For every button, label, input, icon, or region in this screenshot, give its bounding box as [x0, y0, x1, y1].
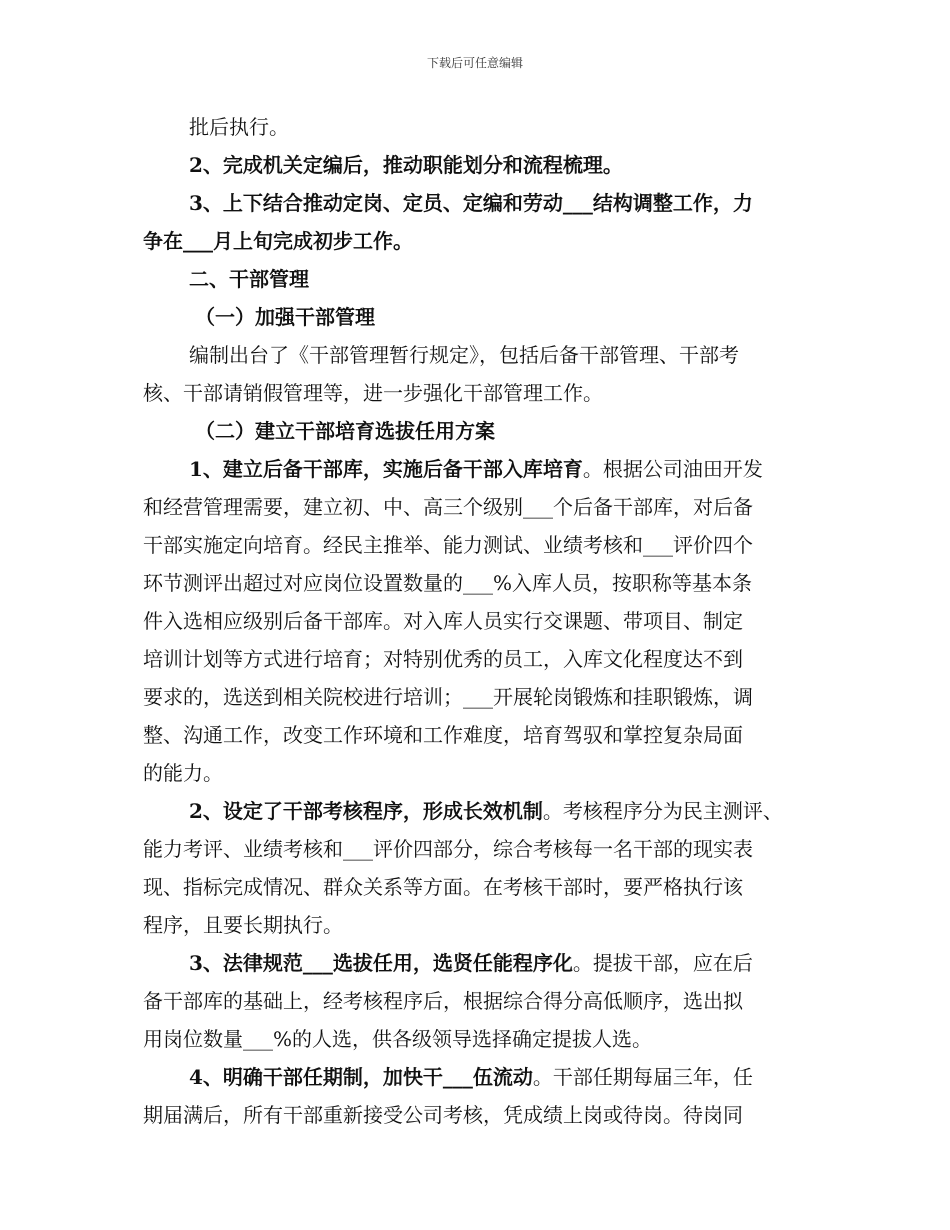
text-line: [143, 792, 823, 830]
body-text: 批后执行。: [189, 115, 289, 139]
text-line: [143, 944, 823, 982]
text-line: [143, 716, 823, 754]
bold-text: 3、上下结合推动定岗、定员、定编和劳动___结构调整工作，力: [189, 191, 753, 215]
bold-text: 4、明确干部任期制，加快干___伍流动: [189, 1065, 533, 1089]
bold-text: 3、法律规范___选拔任用，选贤任能程序化: [189, 951, 573, 975]
body-text: 和经营管理需要，建立初、中、高三个级别___个后备干部库，对后备: [143, 495, 753, 519]
text-line: [143, 906, 823, 944]
text-line: [143, 602, 823, 640]
text-line: [143, 184, 823, 222]
text-line: [143, 754, 823, 792]
body-text: 期届满后，所有干部重新接受公司考核，凭成绩上岗或待岗。待岗同: [143, 1103, 743, 1127]
body-text: 环节测评出超过对应岗位设置数量的___%入库人员，按职称等基本条: [143, 571, 753, 595]
body-text: 。提拔干部，应在后: [572, 951, 753, 975]
text-line: [143, 374, 823, 412]
bold-text: 2、完成机关定编后，推动职能划分和流程梳理。: [189, 153, 623, 177]
text-line: [143, 488, 823, 526]
body-text: 备干部库的基础上，经考核程序后，根据综合得分高低顺序，选出拟: [143, 989, 743, 1013]
text-line: [143, 640, 823, 678]
body-text: 培训计划等方式进行培育；对特别优秀的员工，入库文化程度达不到: [143, 647, 743, 671]
body-text: 整、沟通工作，改变工作环境和工作难度，培育驾驭和掌控复杂局面: [143, 723, 743, 747]
text-line: [143, 108, 823, 146]
body-text: 。考核程序分为民主测评、: [542, 799, 783, 823]
text-line: [143, 526, 823, 564]
text-line: [143, 1096, 823, 1134]
body-text: 核、干部请销假管理等，进一步强化干部管理工作。: [143, 381, 603, 405]
body-text: 用岗位数量___%的人选，供各级领导选择确定提拔人选。: [143, 1027, 653, 1051]
text-line: [143, 146, 823, 184]
body-text: 的能力。: [143, 761, 223, 785]
bold-text: 争在___月上旬完成初步工作。: [143, 229, 413, 253]
body-text: 编制出台了《干部管理暂行规定》，包括后备干部管理、干部考: [189, 343, 739, 367]
text-line: [143, 1058, 823, 1096]
body-text: 要求的，选送到相关院校进行培训；___开展轮岗锻炼和挂职锻炼，调: [143, 685, 753, 709]
body-text: 。根据公司油田开发: [582, 457, 763, 481]
text-line: [143, 336, 823, 374]
text-line: [143, 678, 823, 716]
text-line: [143, 260, 823, 298]
text-line: [143, 564, 823, 602]
text-line: [143, 298, 823, 336]
text-line: [143, 830, 823, 868]
body-text: 干部实施定向培育。经民主推举、能力测试、业绩考核和___评价四个: [143, 533, 753, 557]
body-text: 能力考评、业绩考核和___评价四部分，综合考核每一名干部的现实表: [143, 837, 753, 861]
bold-text: （一）加强干部管理: [195, 305, 375, 329]
text-line: [143, 982, 823, 1020]
body-text: 程序，且要长期执行。: [143, 913, 343, 937]
text-line: [143, 1020, 823, 1058]
bold-text: 二、干部管理: [189, 267, 309, 291]
text-line: [143, 222, 823, 260]
body-text: 现、指标完成情况、群众关系等方面。在考核干部时，要严格执行该: [143, 875, 743, 899]
bold-text: （二）建立干部培育选拔任用方案: [195, 419, 495, 443]
text-line: [143, 868, 823, 906]
bold-text: 1、建立后备干部库，实施后备干部入库培育: [189, 457, 583, 481]
body-text: 。干部任期每届三年，任: [532, 1065, 753, 1089]
text-line: [143, 412, 823, 450]
document-body: [143, 108, 823, 1134]
page-header: 下载后可任意编辑: [426, 56, 523, 70]
bold-text: 2、设定了干部考核程序，形成长效机制: [189, 799, 543, 823]
text-line: [143, 450, 823, 488]
body-text: 件入选相应级别后备干部库。对入库人员实行交课题、带项目、制定: [143, 609, 743, 633]
